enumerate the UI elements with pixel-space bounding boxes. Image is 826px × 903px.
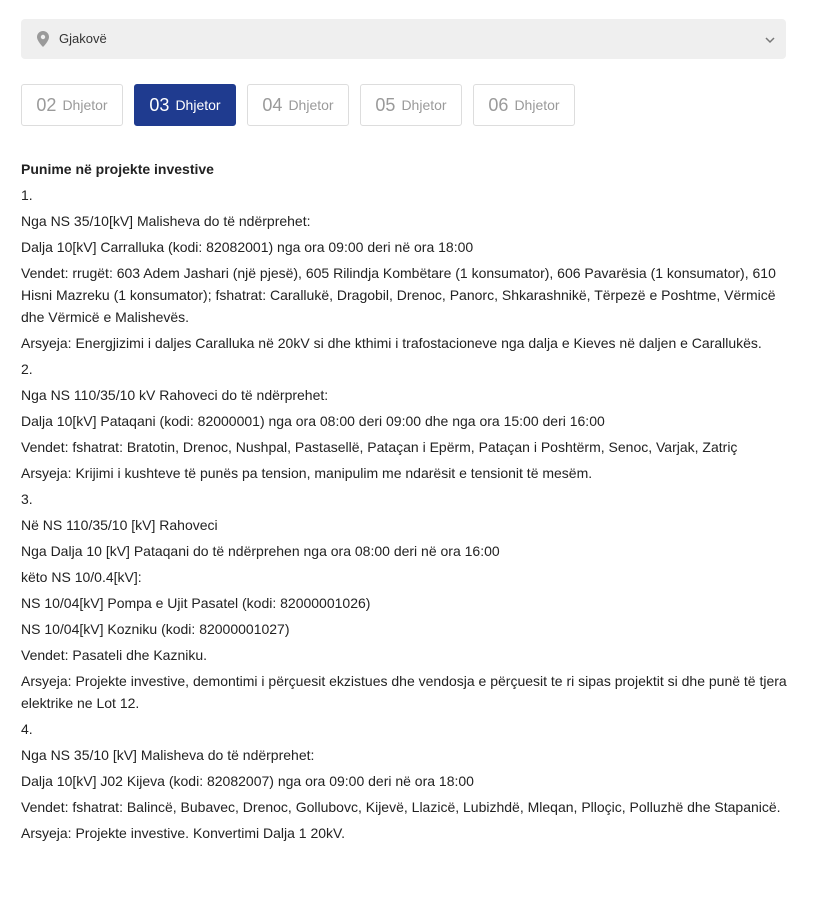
notice-locations: Vendet: fshatrat: Bratotin, Drenoc, Nushpal, Pastasellë, Pataçan i Epërm, Pataçan i Poshtërm, Senoc, Varjak, Zatriç	[21, 439, 738, 455]
date-tab-day: 05	[375, 95, 396, 115]
notice-locations: Vendet: Pasateli dhe Kazniku.	[21, 647, 208, 663]
notice-reason: Arsyeja: Krijimi i kushteve të punës pa tension, manipulim me ndarësit e tensionit të mesëm.	[21, 465, 593, 481]
date-tab-day: 03	[149, 95, 170, 115]
outage-notice	[21, 158, 791, 848]
notice-item-number: 1.	[21, 187, 33, 203]
date-tab-day: 04	[262, 95, 283, 115]
region-select[interactable]	[21, 19, 786, 59]
region-selected-value: Gjakovë	[59, 31, 107, 46]
map-pin-icon	[37, 31, 49, 47]
date-tab-05[interactable]	[360, 84, 462, 126]
chevron-down-icon[interactable]	[764, 33, 776, 45]
notice-reason: Arsyeja: Projekte investive, demontimi i përçuesit ekzistues dhe vendosja e përçuesit te ri sipas projektit si dhe punë të tjera elektrike ne Lot 12.	[21, 673, 787, 711]
date-tab-month: Dhjetor	[401, 97, 447, 113]
notice-substation: Nga NS 35/10 [kV] Malisheva do të ndërprehet:	[21, 747, 315, 763]
date-tab-month: Dhjetor	[62, 97, 108, 113]
notice-item-number: 3.	[21, 491, 33, 507]
notice-item-number: 4.	[21, 721, 33, 737]
notice-feeder: Nga Dalja 10 [kV] Pataqani do të ndërprehen nga ora 08:00 deri në ora 16:00	[21, 543, 500, 559]
date-tab-04[interactable]	[247, 84, 349, 126]
date-tab-06[interactable]	[473, 84, 575, 126]
notice-item-number: 2.	[21, 361, 33, 377]
notice-transformers-intro: këto NS 10/0.4[kV]:	[21, 569, 142, 585]
date-tab-day: 02	[36, 95, 57, 115]
date-tab-02[interactable]	[21, 84, 123, 126]
notice-feeder: Dalja 10[kV] Pataqani (kodi: 82000001) nga ora 08:00 deri 09:00 dhe nga ora 15:00 deri 16:00	[21, 413, 605, 429]
notice-heading: Punime në projekte investive	[21, 161, 214, 177]
notice-substation: Nga NS 110/35/10 kV Rahoveci do të ndërprehet:	[21, 387, 329, 403]
notice-feeder: Dalja 10[kV] J02 Kijeva (kodi: 82082007) nga ora 09:00 deri në ora 18:00	[21, 773, 474, 789]
notice-reason: Arsyeja: Projekte investive. Konvertimi Dalja 1 20kV.	[21, 825, 345, 841]
date-tab-03[interactable]	[134, 84, 236, 126]
notice-locations: Vendet: fshatrat: Balincë, Bubavec, Drenoc, Gollubovc, Kijevë, Llazicë, Lubizhdë, Mleqan, Plloçic, Polluzhë dhe Stapanicë.	[21, 799, 781, 815]
notice-substation: Në NS 110/35/10 [kV] Rahoveci	[21, 517, 218, 533]
notice-locations: Vendet: rrugët: 603 Adem Jashari (një pjesë), 605 Rilindja Kombëtare (1 konsumator), 606 Pavarësia (1 konsumator), 610 Hisni Mazreku (1 konsumator); fshatrat: Carallukë, Dragobil, Drenoc, Panorc, Shkarashnikë, Tërpezë e Poshtme, Vërmicë dhe Vërmicë e Malishevës.	[21, 265, 776, 325]
notice-feeder: Dalja 10[kV] Carralluka (kodi: 82082001) nga ora 09:00 deri në ora 18:00	[21, 239, 474, 255]
date-tab-day: 06	[488, 95, 509, 115]
date-tab-month: Dhjetor	[175, 97, 221, 113]
notice-transformer: NS 10/04[kV] Kozniku (kodi: 82000001027)	[21, 621, 290, 637]
date-tab-month: Dhjetor	[514, 97, 560, 113]
notice-substation: Nga NS 35/10[kV] Malisheva do të ndërprehet:	[21, 213, 311, 229]
notice-reason: Arsyeja: Energjizimi i daljes Caralluka në 20kV si dhe kthimi i trafostacioneve nga dalja e Kieves në daljen e Carallukës.	[21, 335, 762, 351]
date-tab-month: Dhjetor	[288, 97, 334, 113]
notice-transformer: NS 10/04[kV] Pompa e Ujit Pasatel (kodi: 82000001026)	[21, 595, 371, 611]
